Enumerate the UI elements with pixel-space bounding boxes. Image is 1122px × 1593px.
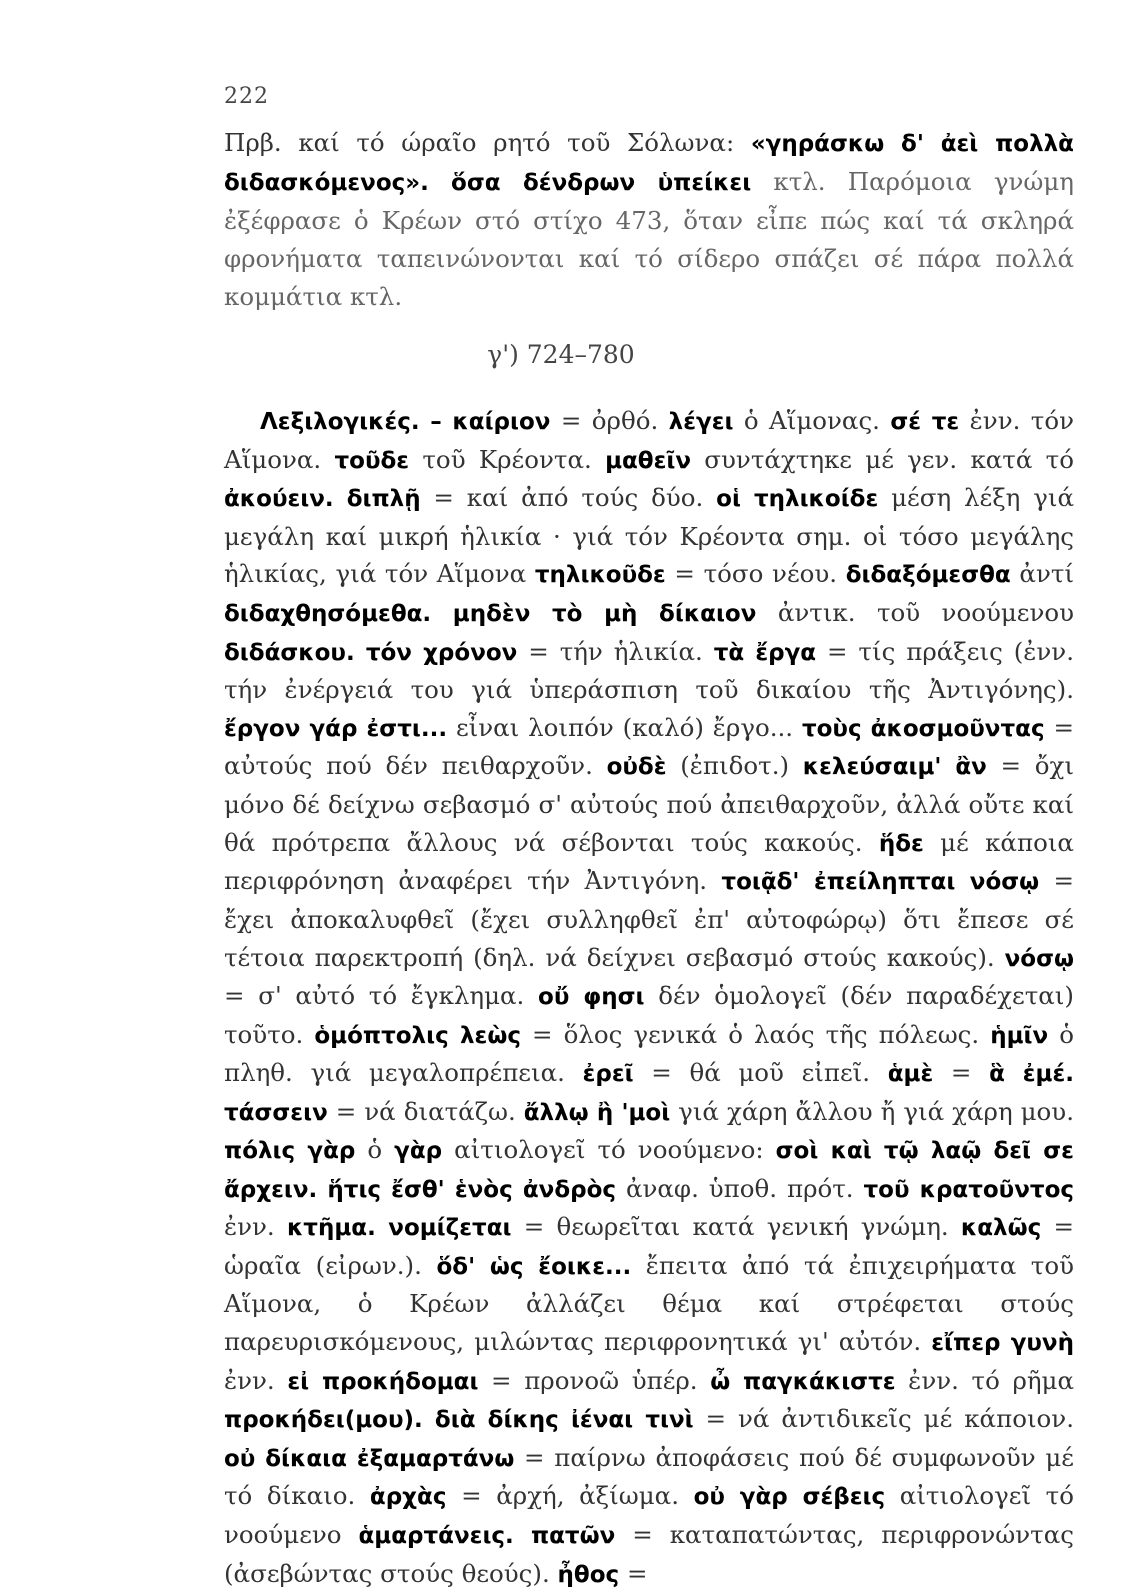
lexicon-term: νόσῳ [1004,945,1074,972]
lexicon-gloss: ἔπειτα ἀπό τά ἐπιχειρήματα τοῦ Αἵμονα, ὁ Κρέων ἀλλάζει θέμα καί στρέφεται στούς παρευρισκόμενους, μιλώντας περιφρονητικά γι' αὐτόν. [224,1250,1074,1357]
lexicon-gloss: ἐνν. [224,1212,287,1242]
lexicon-gloss: = καί ἀπό τούς δύο. [420,483,717,513]
lexicon-gloss: = νά διατάζω. [327,1096,524,1126]
lexicon-gloss: εἶναι λοιπόν (καλό) ἔργο... [447,712,802,742]
lexicon-term: οἱ τηλικοίδε [716,486,879,513]
lexicon-gloss: (ἐπιδοτ.) [666,751,803,781]
intro-paragraph [224,124,1074,316]
lexicon-term: ἡμῖν [990,1022,1049,1049]
lexicon-term: τοιᾷδ' ἐπείληπται νόσῳ [721,869,1040,896]
lexicon-gloss: ἀντί [1010,559,1075,589]
lexicon-term: τοῦδε [334,447,410,474]
lexicon-term: ἃ ἐμέ. τάσσειν [224,1061,1075,1126]
lexicon-gloss: = ὀρθό. [550,406,669,435]
lexicon-gloss: = ὡραῖα (εἰρων.). [224,1212,1074,1280]
lexicon-term: καλῶς [960,1215,1042,1242]
lexicon-term: γὰρ [394,1138,443,1165]
lexicon-gloss: ὁ [355,1135,395,1165]
lexicon-term: ἄλλῳ ἢ 'μοὶ [523,1099,671,1126]
lexicon-gloss: αἰτιολογεῖ τό νοούμενο: [442,1135,776,1165]
lexicon-gloss: = σ' αὐτό τό ἔγκλημα. [224,981,539,1011]
lexicon-gloss: = προνοῶ ὑπέρ. [478,1365,711,1395]
lexicon-term: εἴπερ γυνὴ [931,1330,1074,1357]
lexicon-gloss: ἀντικ. τοῦ νοούμενου [756,597,1075,627]
lexicon-term: οὐ γὰρ σέβεις [693,1484,886,1511]
lexicon-term: κελεύσαιμ' ἂν [802,754,987,781]
lexicon-gloss: = θά μοῦ εἰπεῖ. [633,1058,888,1088]
lexicon-gloss: αἰτιολογεῖ τό νοούμενο [224,1481,1074,1549]
lexicon-gloss: = νά ἀντιδικεῖς μέ κάποιον. [693,1404,1074,1434]
lexicon-term: τηλικοῦδε [534,562,666,589]
lexicon-term: ἔργον γάρ ἐστι... [224,715,448,742]
lexicon-gloss: ἀναφ. ὑποθ. πρότ. [616,1173,864,1203]
lexicon-term: κτῆμα. νομίζεται [286,1215,512,1242]
lexicon-gloss: = αὐτούς πού δέν πειθαρχοῦν. [224,712,1074,781]
lexicon-gloss: μέ κάποια περιφρόνηση ἀναφέρει τήν Ἀντιγόνη. [224,827,1074,896]
intro-text: Πρβ. καί τό ώραῖο ρητό τοῦ Σόλωνα: [224,128,751,157]
lexicon-gloss: ὁ πληθ. γιά μεγαλοπρέπεια. [224,1019,1074,1088]
lexicon-term: οὐ δίκαια ἐξαμαρτάνω [224,1445,515,1472]
intro-quote: «γηράσκω δ' ἀεὶ πολλὰ διδασκόμενος». [224,131,1074,196]
lexicon-gloss: = ὄχι μόνο δέ δείχνω σεβασμό σ' αὐτούς πού ἀπειθαρχοῦν, ἀλλά οὔτε καί θά πρότρεπα ἄλλους νά σέβονται τούς κακούς. [224,751,1075,857]
lexicon-term: ἁμαρτάνεις. πατῶν [358,1522,616,1549]
lexicon-gloss: ἐνν. [224,1365,288,1395]
lexicon-term: ἀκούειν. διπλῇ [224,486,421,513]
lexicon-term: ὅδ' ὡς ἔοικε... [436,1253,632,1280]
lexicon-gloss: γιά χάρη ἄλλου ἤ γιά χάρη μου. [670,1096,1074,1126]
lexicon-gloss: = τόσο νέου. [665,559,846,589]
lexicon-gloss: = παίρνω ἀποφάσεις πού δέ συμφωνοῦν μέ τό δίκαιο. [224,1442,1074,1511]
lexicon-term: μαθεῖν [605,447,692,474]
intro-text [429,167,451,196]
lexicon-gloss: = τίς πράξεις (ἐνν. τήν ἐνέργειά του γιά ὑπεράσπιση τοῦ δικαίου τῆς Ἀντιγόνης). [224,636,1074,705]
lexicon-term: ἐρεῖ [582,1061,634,1088]
lexicon-paragraph [224,402,1074,1593]
lexicon-body [224,402,1074,1593]
lexicon-gloss: ἐνν. τό ρῆμα [895,1365,1075,1395]
lexicon-gloss: συντάχτηκε μέ γεν. κατά τό [691,444,1074,474]
lexicon-term: πόλις γὰρ [224,1138,356,1165]
lexicon-term: εἰ προκήδομαι [287,1368,479,1395]
lexicon-term: ὦ παγκάκιστε [710,1368,896,1395]
lexicon-gloss: = τήν ἡλικία. [517,636,714,666]
lexicon-gloss: = καταπατώντας, περιφρονώντας (ἀσεβώντας στούς θεούς). [224,1519,1074,1588]
lexicon-gloss: ὁ Αἵμονας. [733,406,891,435]
lexicon-term: ἀρχὰς [369,1484,447,1511]
lexicon-term: διδαξόμεσθα [845,562,1011,589]
lexicon-term: τοὺς ἀκοσμοῦντας [801,715,1045,742]
lexicon-gloss: = θεωρεῖται κατά γενική γνώμη. [511,1212,961,1242]
page-number: 222 [224,84,269,109]
lexicon-term: οὐδὲ [606,754,667,781]
intro-text: κτλ. Παρόμοια γνώμη ἐξέφρασε ὁ Κρέων στό στίχο 473, ὅταν εἶπε πώς καί τά σκληρά φρονήματα ταπεινώνονται καί τό σίδερο σπάζει σέ πάρα πολλά κομμάτια κτλ. [224,166,1074,312]
lexicon-gloss: = ὅλος γενικά ὁ λαός τῆς πόλεως. [520,1019,991,1049]
lexicon-term: ἁμὲ [887,1061,934,1088]
lexicon-term: λέγει [668,409,734,435]
lexicon-gloss: δέν ὁμολογεῖ (δέν παραδέχεται) τοῦτο. [224,981,1074,1049]
lexicon-gloss: = ἀρχή, ἀξίωμα. [446,1481,694,1511]
lexicon-term: ἥδε [878,830,924,857]
lexicon-term: προκήδει(μου). διὰ δίκης ἰέναι τινὶ [224,1407,694,1434]
lexicon-gloss: = ἔχει ἀποκαλυφθεῖ (ἔχει συλληφθεῖ ἐπ' αὐτοφώρῳ) ὅτι ἔπεσε σέ τέτοια παρεκτροπή (δηλ. νά δείχνει σεβασμό στούς κακούς). [224,866,1074,972]
lexicon-term: Λεξιλογικές. – καίριον [260,409,551,435]
lexicon-gloss: = [933,1058,990,1088]
section-title: γ') 724–780 [487,340,635,369]
lexicon-gloss: ἐνν. τόν Αἵμονα. [224,406,1074,474]
lexicon-term: ὁμόπτολις λεὼς [314,1022,521,1049]
lexicon-gloss: μέση λέξη γιά μεγάλη καί μικρή ἡλικία · γιά τόν Κρέοντα σημ. οἱ τόσο μεγάλης ἡλικίας, γιά τόν Αἵμονα [224,483,1074,589]
lexicon-term: σέ τε [890,409,960,435]
lexicon-term: ἦθος [557,1561,620,1588]
lexicon-term: τὰ ἔργα [713,639,817,666]
lexicon-term: διδάσκου. τόν χρόνον [224,639,518,666]
lexicon-gloss: = [619,1558,648,1588]
lexicon-term: τοῦ κρατοῦντος [863,1176,1074,1203]
lexicon-term: διδαχθησόμεθα. μηδὲν τὸ μὴ δίκαιον [224,600,757,627]
lexicon-term: οὔ φησι [538,984,645,1011]
lexicon-gloss: τοῦ Κρέοντα. [409,444,606,474]
lexicon-term: σοὶ καὶ τῷ λαῷ δεῖ σε ἄρχειν. ἥτις ἔσθ' ἑνὸς ἀνδρὸς [224,1138,1074,1203]
intro-term: ὅσα δένδρων ὑπείκει [451,169,752,196]
